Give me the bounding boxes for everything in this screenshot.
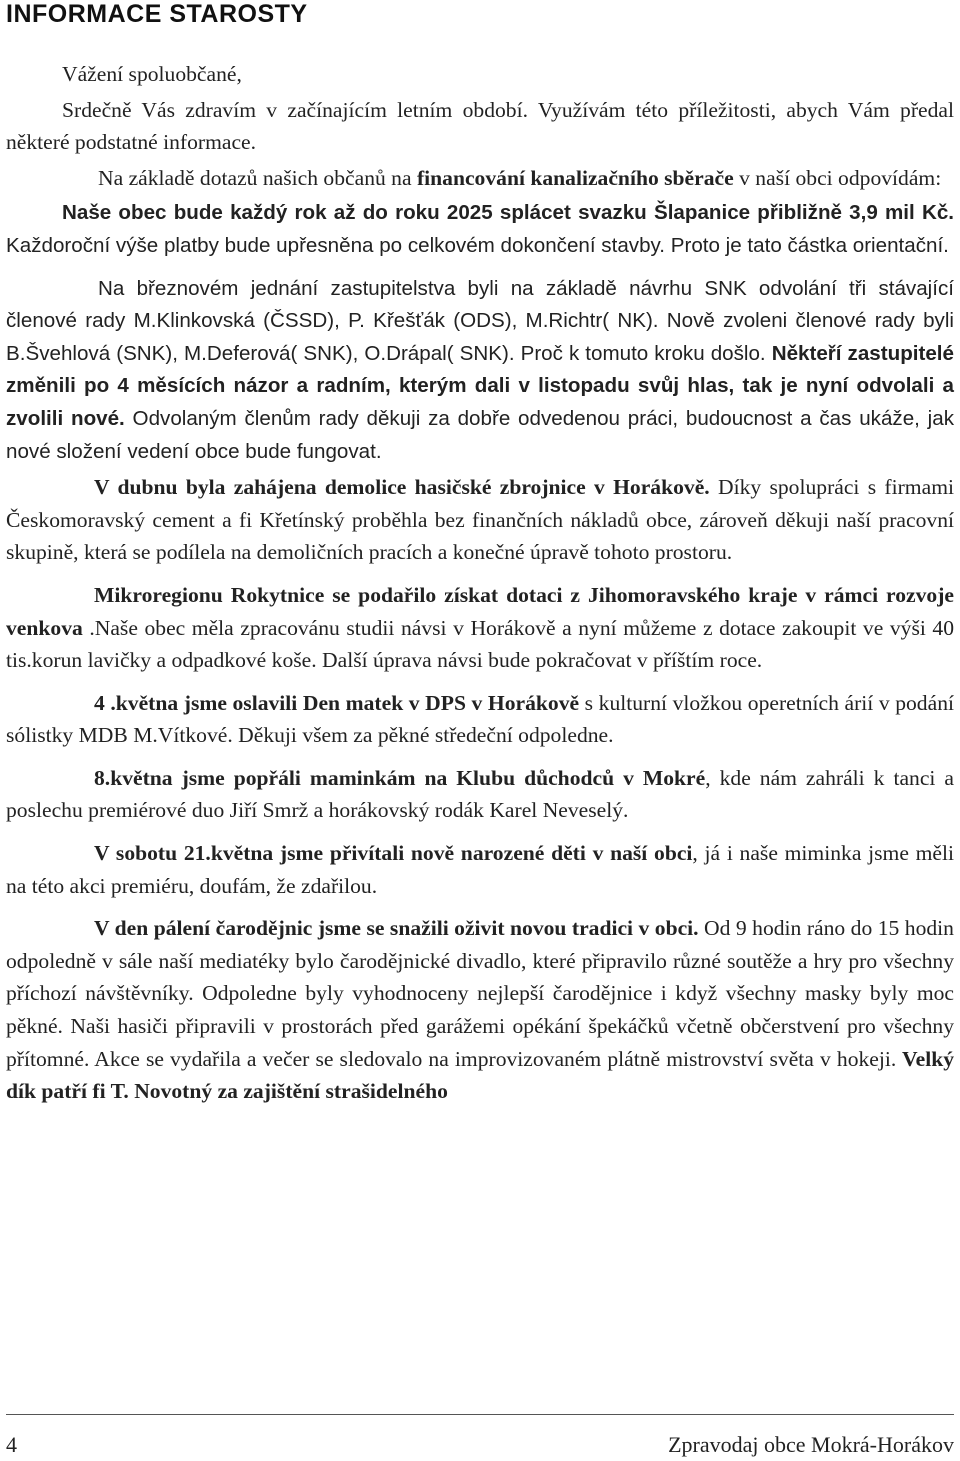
article-body (6, 58, 954, 1111)
footer-divider (6, 1414, 954, 1415)
paragraph-demolition: V dubnu byla zahájena demolice hasičské zbrojnice v Horákově. Díky spolupráci s firmami Českomoravský cement a fi Křetínský proběhla bez finančních nákladů obce, zároveň děkuji naší pracovní skupině, která se podílela na demoličních pracích a konečné úpravě tohoto prostoru. (6, 475, 954, 565)
bold-phrase: financování kanalizačního sběrače (416, 165, 734, 190)
paragraph-seniors-club: 8.května jsme popřáli maminkám na Klubu důchodců v Mokré, kde nám zahráli k tanci a poslechu premiérové duo Jiří Smrž a horákovský rodák Karel Neveselý. (6, 765, 954, 823)
bold-phrase: V sobotu 21.května jsme přivítali nově narozené děti v naší obci (94, 841, 693, 866)
publication-title: Zpravodaj obce Mokrá-Horákov (668, 1432, 954, 1457)
page-number: 4 (6, 1432, 17, 1457)
bold-phrase: Mikroregionu Rokytnice se podařilo získat dotaci z Jihomoravského kraje v rámci rozvoje venkova (6, 582, 954, 640)
paragraph-sewer-question: Na základě dotazů našich občanů na financování kanalizačního sběrače v naší obci odpovídám: (98, 165, 942, 190)
greeting: Vážení spoluobčané, (62, 62, 242, 86)
paragraph-council: Na březnovém jednání zastupitelstva byli na základě návrhu SNK odvolání tři stávající členové rady M.Klinkovská (ČSSD), P. Křešťák (ODS), M.Richtr( NK). Nově zvoleni členové rady byli B.Švehlová (SNK), M.Deferová( SNK), O.Drápal( SNK). Proč k tomuto kroku došlo. Někteří zastupitelé změnili po 4 měsících názor a radním, kterým dali v listopadu svůj hlas, tak je nyní odvolali a zvolili nové. Odvolaným členům rady děkuji za dobře odvedenou práci, budoucnost a čas ukáže, jak nové složení vedení obce bude fungovat. (6, 276, 954, 463)
page-title: INFORMACE STAROSTY (6, 0, 308, 28)
document-page (6, 0, 954, 1461)
bold-phrase: Někteří zastupitelé změnili po 4 měsících názor a radním, kterým dali v listopadu svůj hlas, tak je nyní odvolali a zvolili nové. (6, 341, 954, 430)
paragraph-witches-night: V den pálení čarodějnic jsme se snažili oživit novou tradici v obci. Od 9 hodin ráno do 15 hodin odpoledně v sále naší mediatéky bylo čarodějnické divadlo, které připravilo různé soutěže a hry pro všechny příchozí návštěvníky. Odpoledne byly vyhodnoceny nejlepší čarodějnice i když všechny masky byly moc pěkné. Naši hasiči připravili v prostorách před garážemi opékání špekáčků včetně občerstvení pro všechny přítomné. Akce se vydařila a večer se sledovalo na improvizovaném plátně mistrovství světa v hokeji. Velký dík patří fi T. Novotný za zajištění strašidelného (6, 916, 955, 1104)
bold-phrase: V dubnu byla zahájena demolice hasičské zbrojnice v Horákově. (94, 475, 710, 500)
bold-phrase: V den pálení čarodějnic jsme se snažili oživit novou tradici v obci. (94, 916, 699, 941)
bold-phrase: Naše obec bude každý rok až do roku 2025 splácet svazku Šlapanice přibližně 3,9 mil Kč. (62, 201, 954, 225)
paragraph-microregion: Mikroregionu Rokytnice se podařilo získat dotaci z Jihomoravského kraje v rámci rozvoje venkova .Naše obec měla zpracovánu studii návsi v Horákově a nyní můžeme z dotace zakoupit ve výši 40 tis.korun lavičky a odpadkové koše. Další úprava návsi bude pokračovat v příštím roce. (6, 582, 954, 673)
paragraph-mothers-day: 4 .května jsme oslavili Den matek v DPS v Horákově s kulturní vložkou operetních árií v podání sólistky MDB M.Vítkové. Děkuji všem za pěkné středeční odpoledne. (6, 690, 954, 748)
paragraph-intro: Srdečně Vás zdravím v začínajícím letním období. Využívám této příležitosti, abych Vám předal některé podstatné informace. (6, 97, 954, 155)
bold-phrase: 8.května jsme popřáli maminkám na Klubu důchodců v Mokré (94, 765, 706, 790)
paragraph-newborns: V sobotu 21.května jsme přivítali nově narozené děti v naší obci, já i naše miminka jsme měli na této akci premiéru, doufám, že zdařilou. (6, 841, 954, 898)
paragraph-sewer-payment: Naše obec bude každý rok až do roku 2025 splácet svazku Šlapanice přibližně 3,9 mil Kč. Každoroční výše platby bude upřesněna po celkovém dokončení stavby. Proto je tato částka orientační. (6, 201, 954, 257)
bold-phrase: 4 .května jsme oslavili Den matek v DPS v Horákově (94, 690, 580, 715)
bold-phrase: Velký dík patří fi T. Novotný za zajištění strašidelného (6, 1046, 955, 1104)
